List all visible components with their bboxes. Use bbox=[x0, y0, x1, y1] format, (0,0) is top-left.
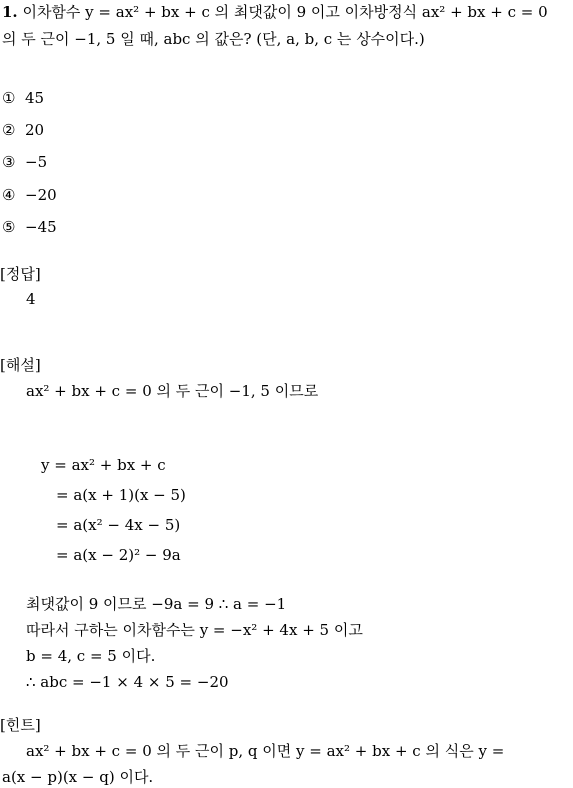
choice-4-marker: ④ bbox=[2, 186, 16, 204]
question-number: 1. bbox=[2, 3, 18, 21]
solution-label: [해설] bbox=[0, 356, 41, 374]
solution-step-2: 따라서 구하는 이차함수는 y = −x² + 4x + 5 이고 bbox=[26, 621, 363, 639]
choice-3-marker: ③ bbox=[2, 153, 16, 171]
question-line-2: 의 두 근이 −1, 5 일 때, abc 의 값은? (단, a, b, c 는 상수이다.) bbox=[2, 30, 425, 48]
choice-2-marker: ② bbox=[2, 121, 16, 139]
choice-2[interactable] bbox=[2, 120, 44, 140]
question-line-1 bbox=[2, 2, 548, 22]
derivation-line-1: y = ax² + bx + c bbox=[41, 456, 166, 474]
choice-4-value: −20 bbox=[25, 186, 57, 204]
derivation-line-3: = a(x² − 4x − 5) bbox=[56, 516, 181, 534]
derivation-line-4: = a(x − 2)² − 9a bbox=[56, 546, 181, 564]
choice-2-value: 20 bbox=[25, 121, 45, 139]
question-text-1: 이차함수 y = ax² + bx + c 의 최댓값이 9 이고 이차방정식 ax² + bx + c = 0 bbox=[22, 3, 548, 21]
choice-3-value: −5 bbox=[25, 153, 48, 171]
solution-step-3: b = 4, c = 5 이다. bbox=[26, 647, 156, 665]
choice-5[interactable] bbox=[2, 217, 57, 237]
solution-step-1: 최댓값이 9 이므로 −9a = 9 ∴ a = −1 bbox=[26, 595, 287, 613]
choice-1-value: 45 bbox=[25, 89, 45, 107]
choice-1[interactable] bbox=[2, 88, 44, 108]
choice-3[interactable] bbox=[2, 152, 47, 172]
choice-4[interactable] bbox=[2, 185, 57, 205]
choice-1-marker: ① bbox=[2, 89, 16, 107]
derivation-line-2: = a(x + 1)(x − 5) bbox=[56, 486, 186, 504]
answer-label: [정답] bbox=[0, 265, 41, 283]
solution-intro: ax² + bx + c = 0 의 두 근이 −1, 5 이므로 bbox=[26, 382, 319, 400]
hint-line-2: a(x − p)(x − q) 이다. bbox=[2, 768, 154, 786]
hint-line-1: ax² + bx + c = 0 의 두 근이 p, q 이면 y = ax² + bx + c 의 식은 y = bbox=[26, 742, 505, 760]
choice-5-value: −45 bbox=[25, 218, 57, 236]
hint-label: [힌트] bbox=[0, 716, 41, 734]
answer-value: 4 bbox=[26, 290, 36, 308]
choice-5-marker: ⑤ bbox=[2, 218, 16, 236]
solution-step-4: ∴ abc = −1 × 4 × 5 = −20 bbox=[26, 673, 229, 691]
